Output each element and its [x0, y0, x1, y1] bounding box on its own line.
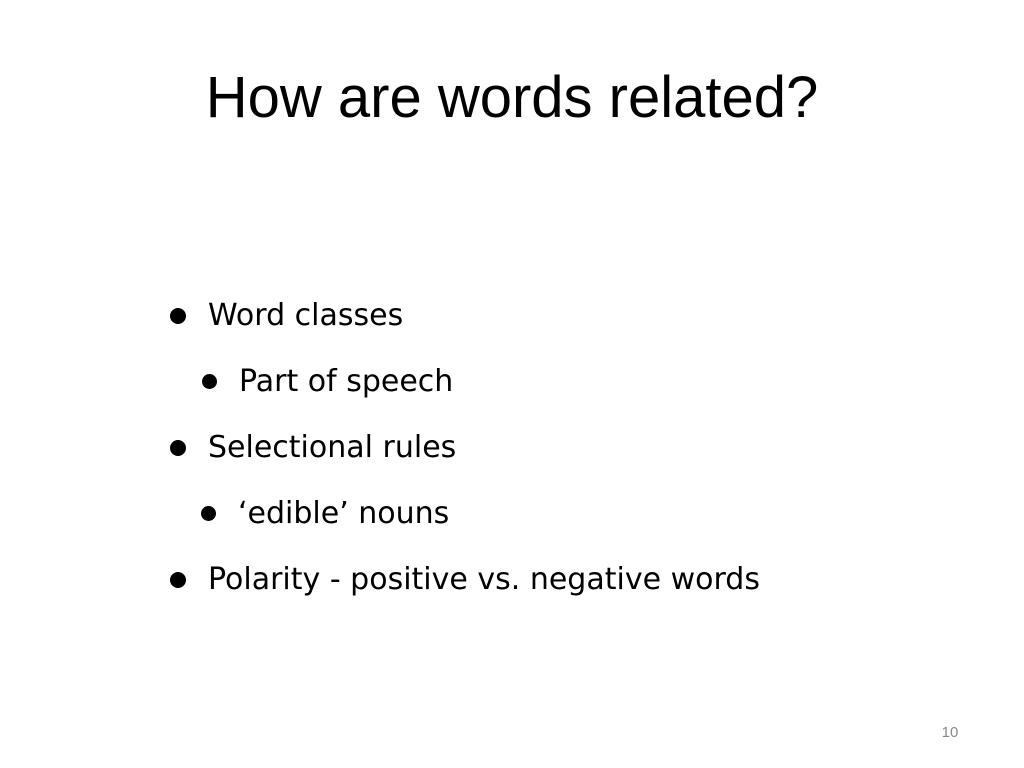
- bullet-text: Part of speech: [239, 364, 454, 399]
- bullet-item-part-of-speech: [239, 364, 453, 400]
- slide-number: 10: [941, 724, 959, 741]
- bullet-text: Polarity - positive vs. negative words: [208, 562, 760, 597]
- bullet-text: ‘edible’ nouns: [238, 496, 450, 531]
- bullet-dot-icon: [170, 308, 186, 324]
- bullet-item-selectional-rules: [208, 430, 456, 466]
- bullet-dot-icon: [170, 572, 186, 588]
- bullet-dot-icon: [201, 506, 216, 521]
- bullet-text: Word classes: [208, 298, 404, 333]
- bullet-text: Selectional rules: [208, 430, 457, 465]
- slide-title: How are words related?: [205, 65, 819, 130]
- bullet-item-word-classes: [208, 298, 403, 334]
- bullet-dot-icon: [202, 374, 217, 389]
- bullet-item-polarity: [208, 562, 760, 598]
- bullet-item-edible-nouns: [238, 496, 449, 532]
- bullet-dot-icon: [170, 440, 186, 456]
